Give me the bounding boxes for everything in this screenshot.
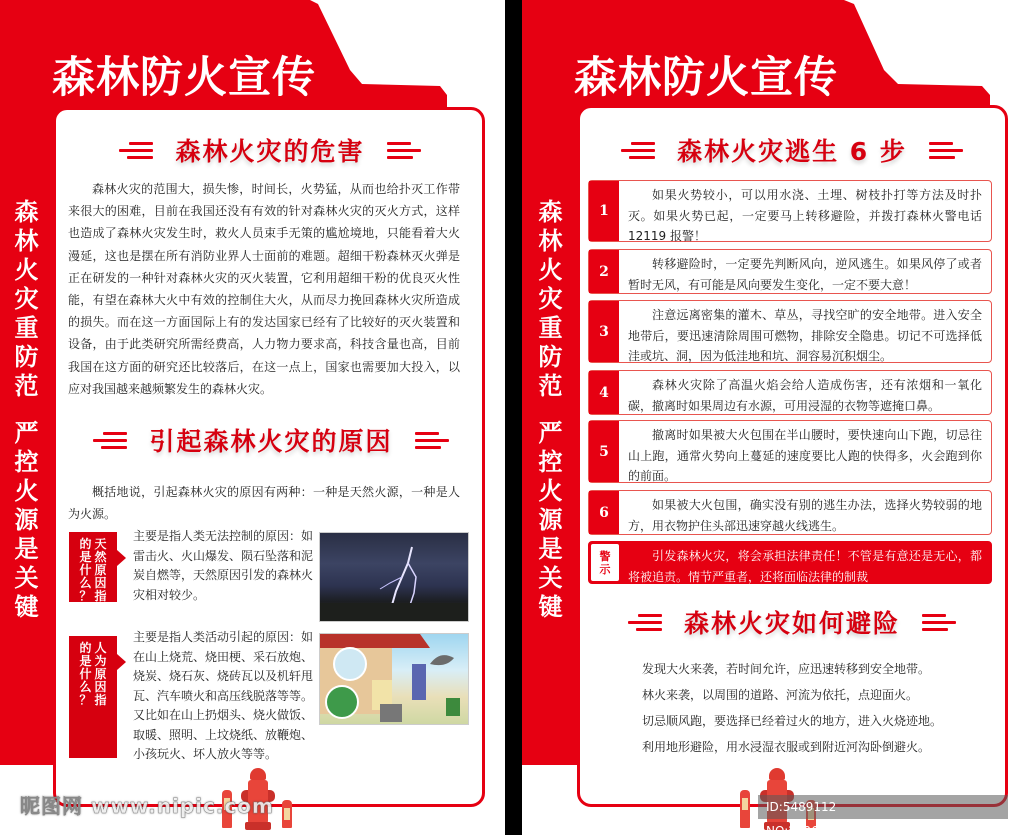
section-heading-avoid-danger: 森林火灾如何避险 — [612, 602, 972, 642]
section-heading-escape-steps: 森林火灾逃生 6 步 — [612, 130, 972, 170]
escape-step-1 — [588, 180, 992, 242]
causes-intro: 概括地说，引起森林火灾的原因有两种：一种是天然火源，一种是人为火源。 — [68, 485, 460, 522]
natural-cause-tag: 天 然 原 因 指 的 是 什 么 ？ — [69, 532, 117, 602]
heading-deco-left-icon — [621, 142, 655, 159]
side-slogan: 森 林 火 灾 重 防 范 严 控 火 源 是 关 键 — [538, 198, 563, 621]
heading-deco-right-icon — [929, 142, 963, 159]
lightning-storm-photo — [319, 532, 469, 622]
escape-step-6 — [588, 490, 992, 535]
human-cause-tag: 人 为 原 因 指 的 是 什 么 ？ — [69, 636, 117, 758]
lightning-bolt-icon — [320, 533, 469, 622]
natural-cause-text: 主要是指人类无法控制的原因：如雷击火、火山爆发、陨石坠落和泥炭自燃等，天然原因引发的森林火灾相对较少。 — [133, 529, 314, 602]
step-number: 6 — [589, 491, 619, 534]
heading-deco-left-icon — [628, 614, 662, 631]
step-text: 如果火势较小，可以用水浇、土埋、树枝扑打等方法及时扑灭。如果火势已起，一定要马上转移避险，并拨打森林火警电话12119 报警！ — [628, 188, 982, 243]
step-text: 如果被大火包围，确实没有别的逃生办法，选择火势较弱的地方，用衣物护住头部迅速穿越火线逃生。 — [628, 498, 982, 533]
step-text: 转移避险时，一定要先判断风向，逆风逃生。如果风停了或者暂时无风，有可能是风向要发生变化，一定不要大意！ — [628, 257, 982, 292]
heading-deco-right-icon — [387, 142, 421, 159]
step-text: 撤离时如果被大火包围在半山腰时，要快速向山下跑，切忌往山上跑，通常火势向上蔓延的速度要比人跑的快得多，火会跑到你的前面。 — [628, 428, 982, 483]
cartoon-scene-icon — [320, 634, 469, 725]
avoid-tip: 发现大火来袭，若时间允许，应迅速转移到安全地带。 — [642, 662, 931, 676]
human-cause-text: 主要是指人类活动引起的原因：如在山上烧荒、烧田梗、采石放炮、烧炭、烧石灰、烧砖瓦以及机轩甩瓦、汽车喷火和高压线脱落等等。又比如在山上扔烟头、烧火做饭、取暖、照明、上坟烧纸、放鞭炮、小孩玩火、坏人放火等等。 — [133, 630, 314, 761]
escape-step-2 — [588, 249, 992, 294]
avoid-tip: 林火来袭，以周围的道路、河流为依托，点迎面火。 — [642, 688, 919, 702]
hazards-paragraph: 森林火灾的范围大，损失惨，时间长，火势猛，从而也给扑灭工作带来很大的困难，目前在我国还没有有效的针对森林火灾的灭火方式，这样也造成了森林火灾发生时，救火人员束手无策的尴尬境地，只能看着大火漫延，这也是摆在所有消防业界人士面前的难题。超细干粉森林灭火弹是正在研发的一种针对森林火灾的灭火装置，它利用超细干粉的优良灭火性能，有望在森林大火中有效的控制住大火，从而尽力挽回森林火灾所造成的损失。而在这一方面国际上有的发达国家已经有了比较好的灭火装置和设备，由于此类研究所需经费高，人力物力要求高，科技含量也高，目前我国在这方面的研究还比较落后，在这一点上，国家也需要加大投入，以应对我国越来越频繁发生的森林火灾。 — [68, 182, 460, 396]
step-number: 2 — [589, 250, 619, 293]
heading-deco-left-icon — [93, 432, 127, 449]
step-text: 森林火灾除了高温火焰会给人造成伤害，还有浓烟和一氧化碳，撤离时如果周边有水源，可用浸湿的衣物等遮掩口鼻。 — [628, 378, 982, 413]
heading-deco-left-icon — [119, 142, 153, 159]
step-number: 5 — [589, 421, 619, 482]
section-heading-hazards: 森林火灾的危害 — [90, 130, 450, 170]
fire-extinguisher-icon — [282, 800, 292, 828]
panel-divider — [505, 0, 522, 835]
poster-title: 森林防火宣传 — [52, 53, 316, 103]
avoid-tip: 切忌顺风跑，要选择已经着过火的地方，进入火烧迹地。 — [642, 714, 943, 728]
heading-deco-right-icon — [922, 614, 956, 631]
heading-deco-right-icon — [415, 432, 449, 449]
escape-step-4 — [588, 370, 992, 415]
right-poster-panel — [522, 0, 1024, 835]
legal-warning-box — [588, 541, 992, 584]
watermark: 昵图网 www.nipic.com — [20, 794, 274, 818]
step-number: 1 — [589, 181, 619, 241]
left-poster-panel — [0, 0, 505, 835]
human-caused-fire-cartoon — [319, 633, 469, 725]
image-id-stamp: ID:5489112 NO:20260225145419225108 — [758, 795, 1008, 819]
escape-step-3 — [588, 300, 992, 363]
step-number: 4 — [589, 371, 619, 414]
warning-label: 警 示 — [591, 544, 619, 581]
fire-extinguisher-icon — [740, 790, 750, 828]
avoid-tip: 利用地形避险，用水浸湿衣服或到附近河沟卧倒避火。 — [642, 740, 931, 754]
step-text: 注意远离密集的灌木、草丛，寻找空旷的安全地带。进入安全地带后，要迅速清除周围可燃物，排除安全隐患。切记不可选择低洼或坑、洞，因为低洼地和坑、洞容易沉积烟尘。 — [628, 308, 982, 363]
warning-text: 引发森林火灾，将会承担法律责任！不管是有意还是无心，都将被追责。情节严重者，还将面临法律的制裁 — [628, 549, 982, 584]
side-slogan: 森 林 火 灾 重 防 范 严 控 火 源 是 关 键 — [14, 198, 39, 621]
step-number: 3 — [589, 301, 619, 362]
section-heading-causes: 引起森林火灾的原因 — [88, 420, 454, 460]
poster-title: 森林防火宣传 — [574, 53, 838, 103]
escape-step-5 — [588, 420, 992, 483]
